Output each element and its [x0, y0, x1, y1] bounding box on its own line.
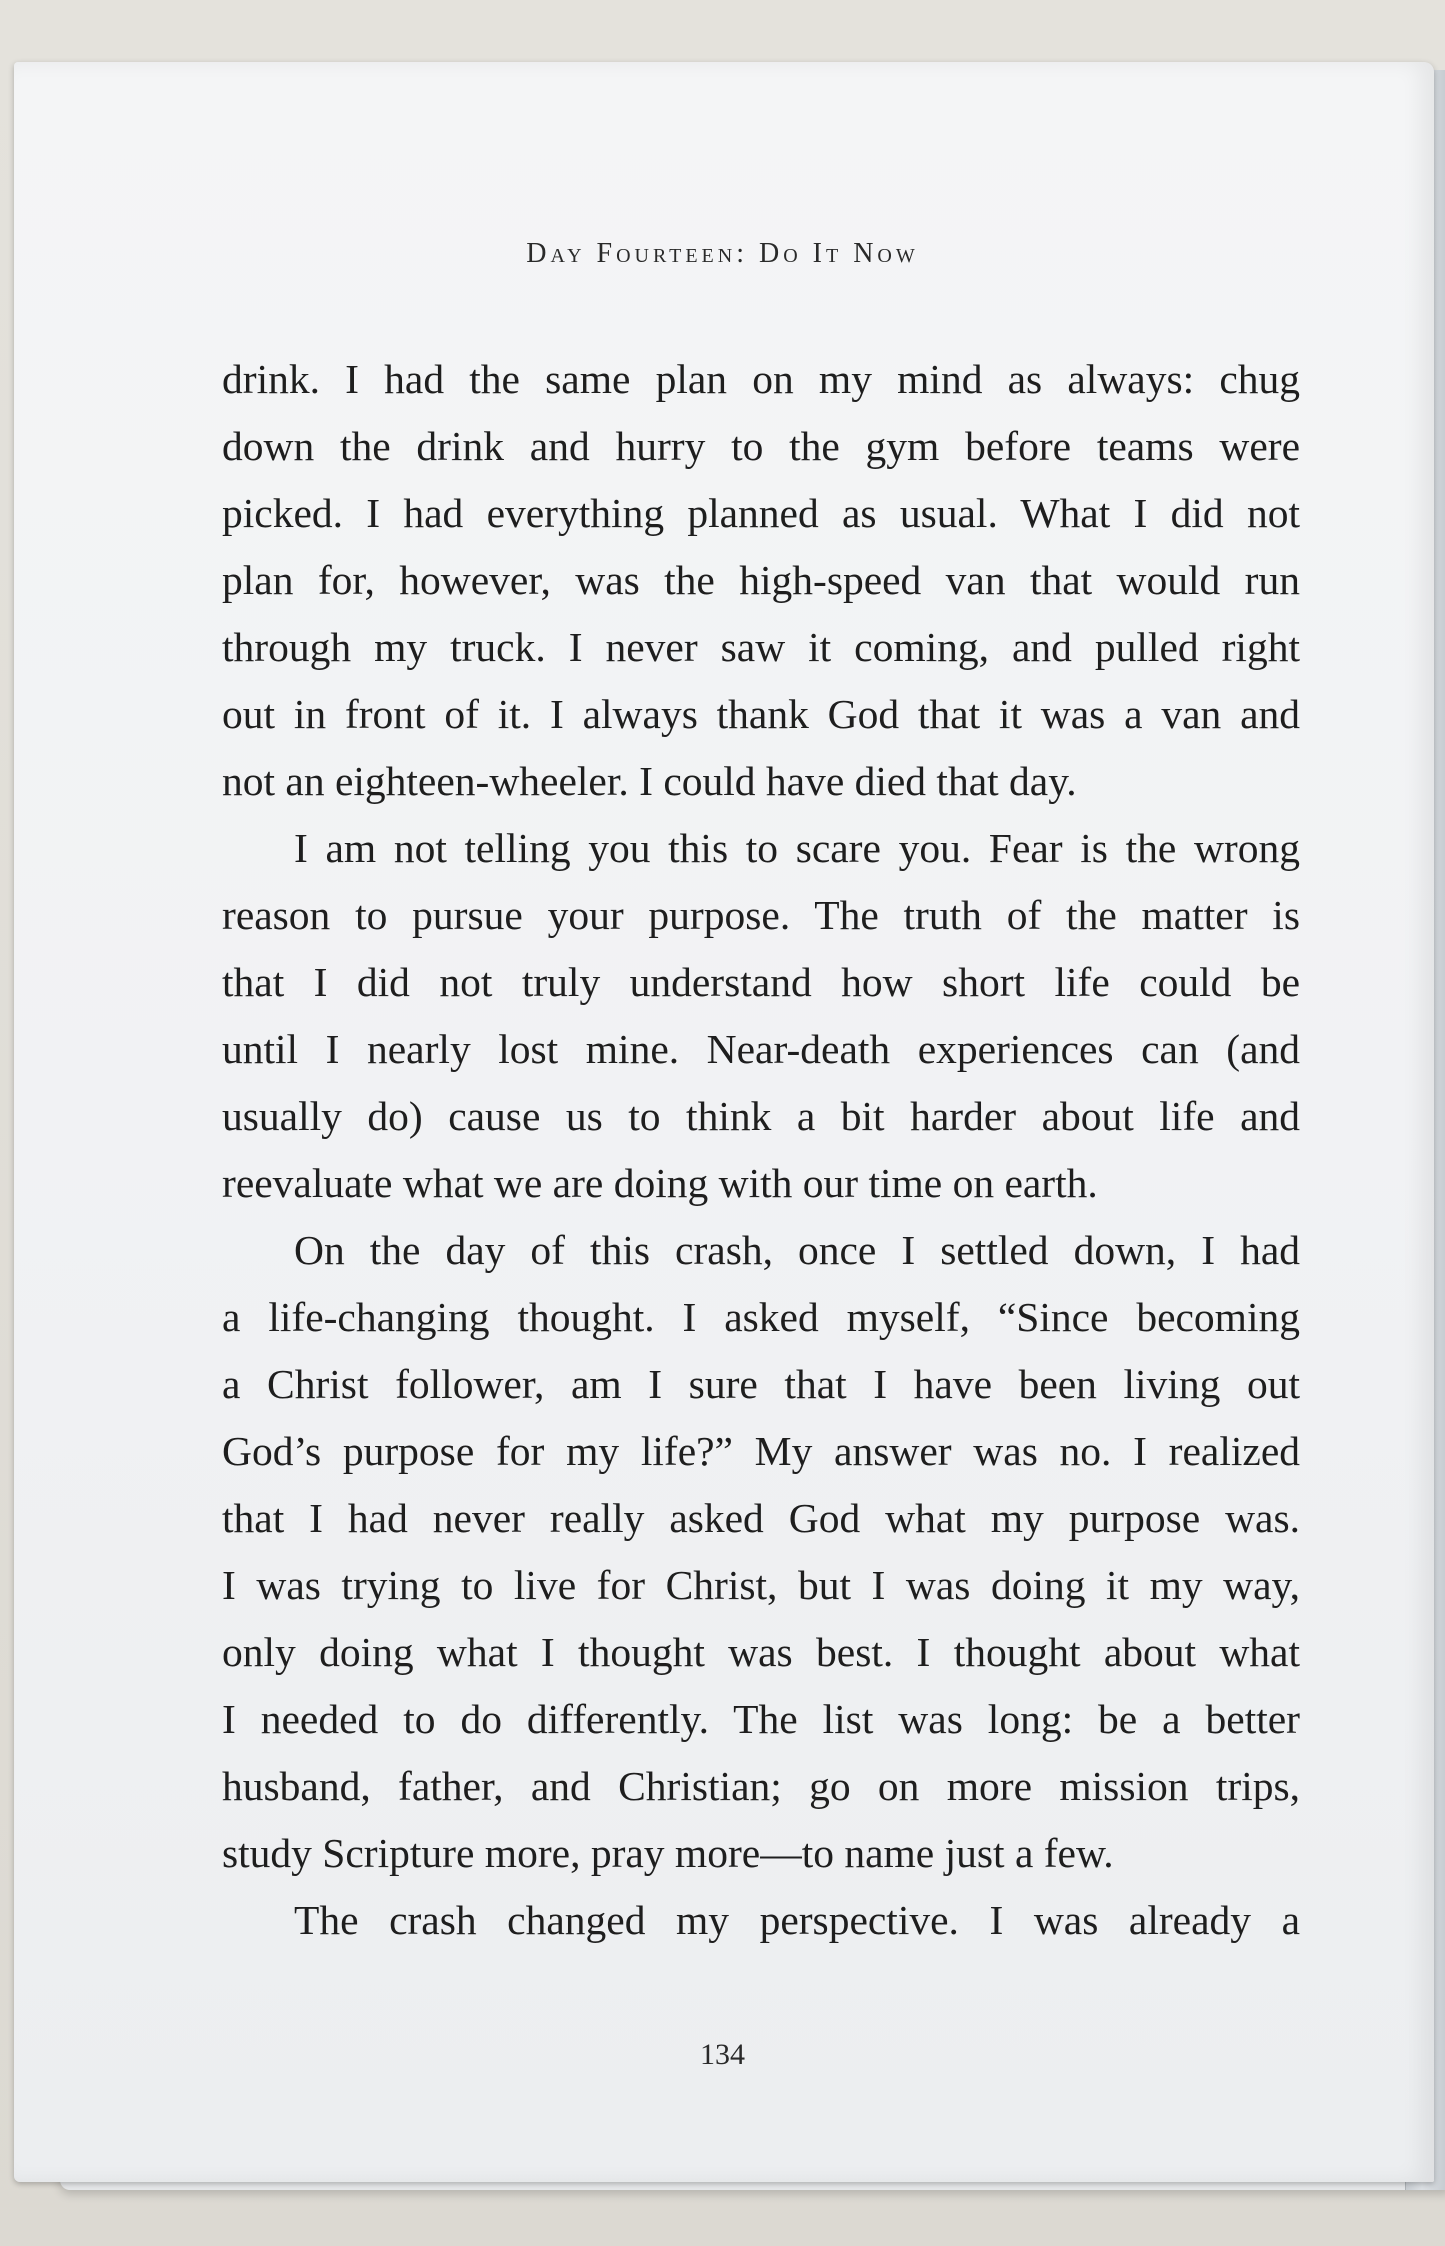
- text-line: that I had never really asked God what my purpose was.: [222, 1495, 1300, 1541]
- text-line: plan for, however, was the high-speed van that would run: [222, 557, 1300, 603]
- text-line: I needed to do differently. The list was long: be a better: [222, 1696, 1300, 1742]
- text-line: usually do) cause us to think a bit harder about life and: [222, 1093, 1300, 1139]
- text-line: reevaluate what we are doing with our time on earth.: [222, 1160, 1098, 1206]
- body-text: [222, 346, 1300, 1954]
- text-line: not an eighteen-wheeler. I could have died that day.: [222, 758, 1077, 804]
- text-line: husband, father, and Christian; go on more mission trips,: [222, 1763, 1300, 1809]
- text-line: On the day of this crash, once I settled down, I had: [294, 1227, 1300, 1273]
- running-head: Day Fourteen: Do It Now: [526, 238, 919, 269]
- text-line: I was trying to live for Christ, but I was doing it my way,: [222, 1562, 1300, 1608]
- text-line: out in front of it. I always thank God that it was a van and: [222, 691, 1300, 737]
- text-line: a Christ follower, am I sure that I have been living out: [222, 1361, 1300, 1407]
- text-line: picked. I had everything planned as usual. What I did not: [222, 490, 1300, 536]
- text-line: drink. I had the same plan on my mind as always: chug: [222, 356, 1300, 402]
- text-line: a life-changing thought. I asked myself, “Since becoming: [222, 1294, 1300, 1340]
- text-line: until I nearly lost mine. Near-death experiences can (and: [222, 1026, 1300, 1072]
- text-line: reason to pursue your purpose. The truth of the matter is: [222, 892, 1300, 938]
- text-line: The crash changed my perspective. I was already a: [294, 1897, 1300, 1943]
- text-line: only doing what I thought was best. I thought about what: [222, 1629, 1300, 1675]
- text-line: through my truck. I never saw it coming, and pulled right: [222, 624, 1300, 670]
- text-line: down the drink and hurry to the gym before teams were: [222, 423, 1300, 469]
- text-line: study Scripture more, pray more—to name just a few.: [222, 1830, 1114, 1876]
- page-number: 134: [700, 2038, 745, 2071]
- text-line: I am not telling you this to scare you. Fear is the wrong: [294, 825, 1300, 871]
- text-line: God’s purpose for my life?” My answer was no. I realized: [222, 1428, 1300, 1474]
- text-line: that I did not truly understand how short life could be: [222, 959, 1300, 1005]
